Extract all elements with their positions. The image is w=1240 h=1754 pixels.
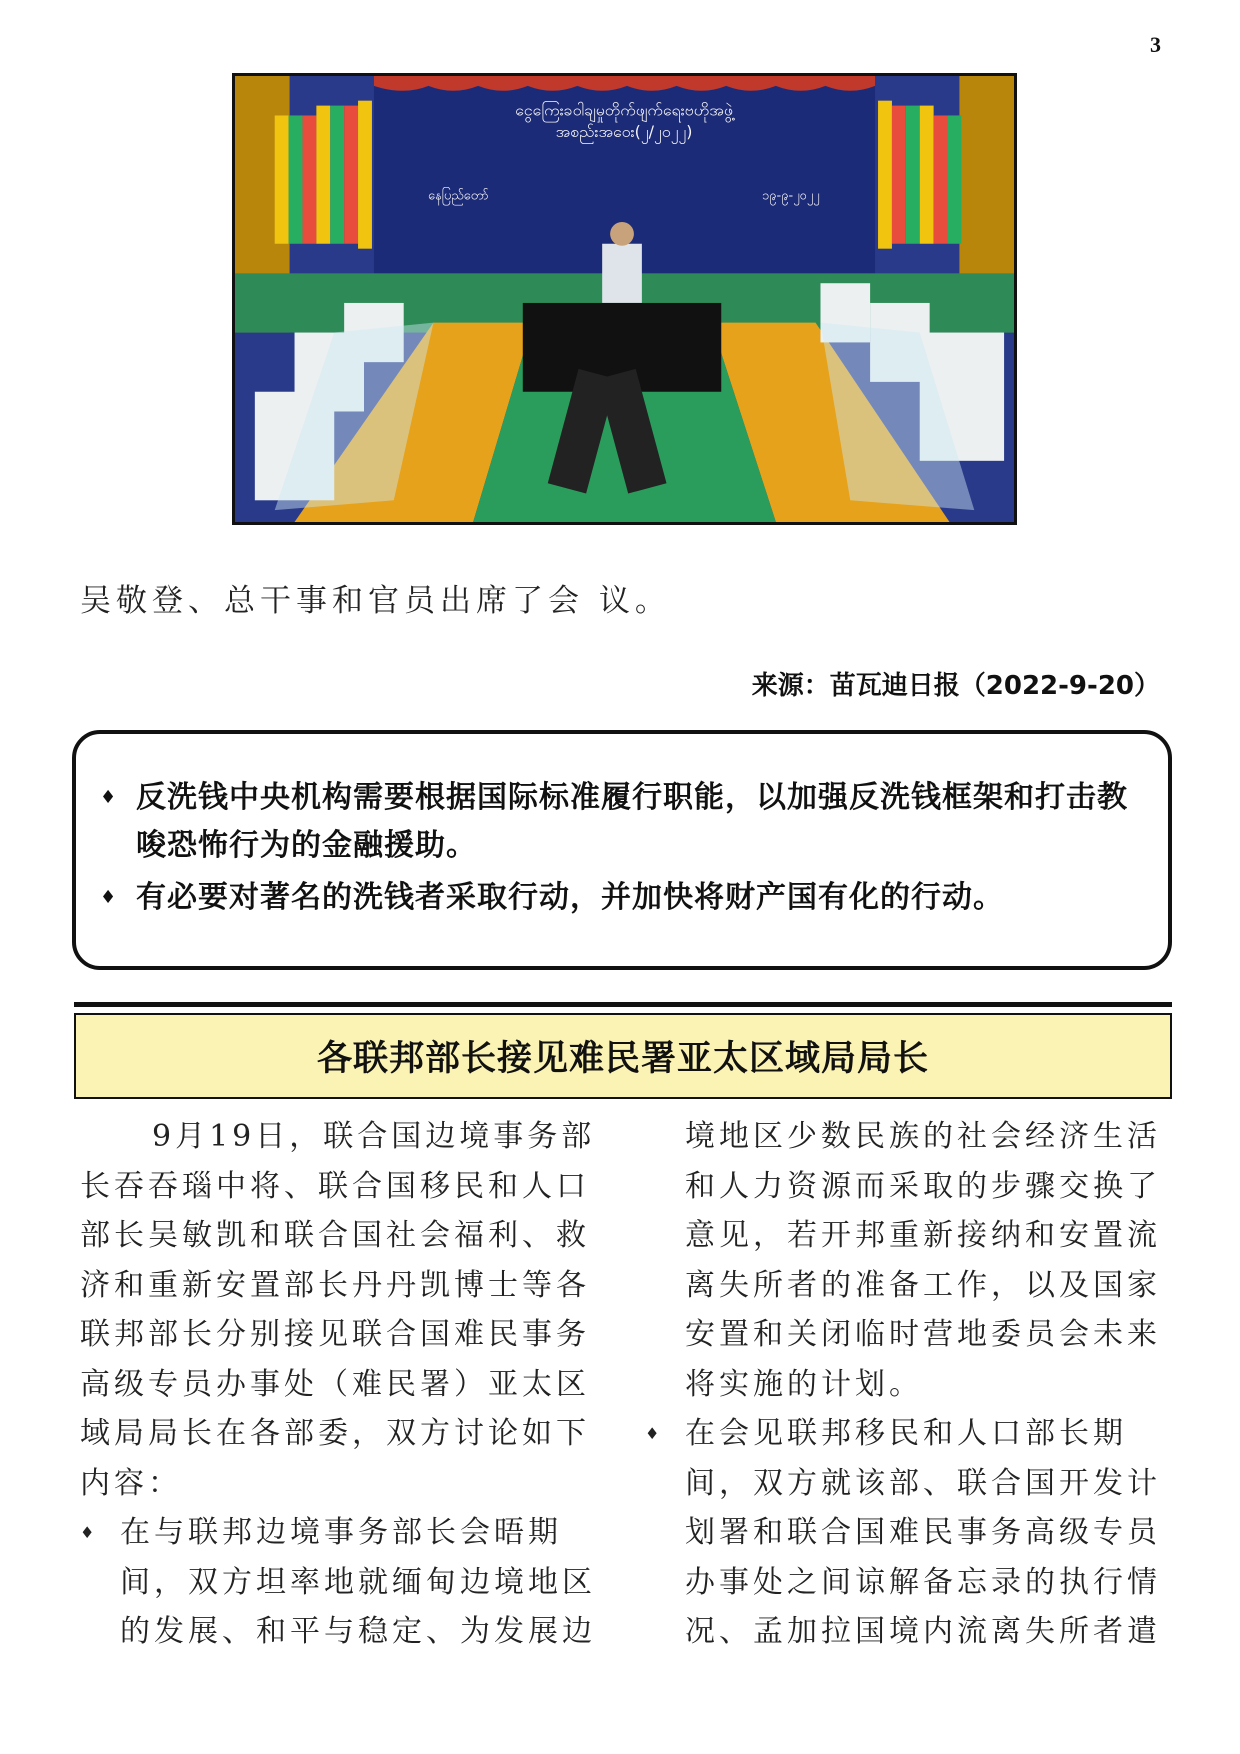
article-column-left <box>80 1112 600 1657</box>
article-column-right <box>645 1112 1165 1657</box>
article-bullet-text: 在会见联邦移民和人口部长期间，双方就该部、联合国开发计划署和联合国难民事务高级专员办事处之间谅解备忘录的执行情况、孟加拉国境内流离失所者遣 <box>685 1416 1161 1649</box>
summary-callout <box>72 730 1172 970</box>
callout-item <box>100 774 1144 870</box>
article-intro: 9月19日，联合国边境事务部长吞吞瑙中将、联合国移民和人口部长吴敏凯和联合国社会福利、救济和重新安置部长丹丹凯博士等各联邦部长分别接见联合国难民事务高级专员办事处（难民署）亚太区域局局长在各部委，双方讨论如下内容： <box>80 1119 596 1501</box>
banner-place: နေပြည်တော် <box>428 188 489 204</box>
diamond-bullet-icon: ♦ <box>80 1523 99 1542</box>
banner-line2: အစည်းအဝေး(၂/၂၀၂၂) <box>555 122 693 142</box>
section-divider <box>74 1002 1172 1007</box>
diamond-bullet-icon: ♦ <box>645 1424 664 1443</box>
diamond-bullet-icon: ♦ <box>100 787 117 808</box>
article-headline: 各联邦部长接见难民署亚太区域局局长 <box>316 1039 929 1079</box>
banner-line1: ငွေကြေးခဝါချမှုတိုက်ဖျက်ရေးဗဟိုအဖွဲ့ <box>515 100 733 120</box>
article-bullet-text: 境地区少数民族的社会经济生活和人力资源而采取的步骤交换了意见，若开邦重新接纳和安置流离失所者的准备工作，以及国家安置和关闭临时营地委员会未来将实施的计划。 <box>685 1119 1161 1402</box>
headline-banner <box>74 1013 1172 1099</box>
callout-text: 有必要对著名的洗钱者采取行动，并加快将财产国有化的行动。 <box>136 880 1004 915</box>
callout-text: 反洗钱中央机构需要根据国际标准履行职能，以加强反洗钱框架和打击教唆恐怖行为的金融援助。 <box>136 780 1128 863</box>
article-bullet-continued <box>645 1112 1165 1409</box>
article-bullet <box>80 1508 600 1657</box>
diamond-bullet-icon: ♦ <box>100 887 117 908</box>
caption-line: 吴敬登、总干事和官员出席了会 议。 <box>80 583 671 619</box>
article-bullet <box>645 1409 1165 1657</box>
callout-item <box>100 874 1144 922</box>
meeting-photo <box>232 73 1017 525</box>
page-number: 3 <box>1150 32 1161 57</box>
meeting-photo-illustration <box>235 76 1014 522</box>
article-bullet-text: 在与联邦边境事务部长会晤期间，双方坦率地就缅甸边境地区的发展、和平与稳定、为发展边 <box>120 1515 596 1649</box>
source-citation: 来源：苗瓦迪日报（2022-9-20） <box>751 671 1160 701</box>
banner-date: ၁၉-၉-၂၀၂၂ <box>762 188 820 204</box>
